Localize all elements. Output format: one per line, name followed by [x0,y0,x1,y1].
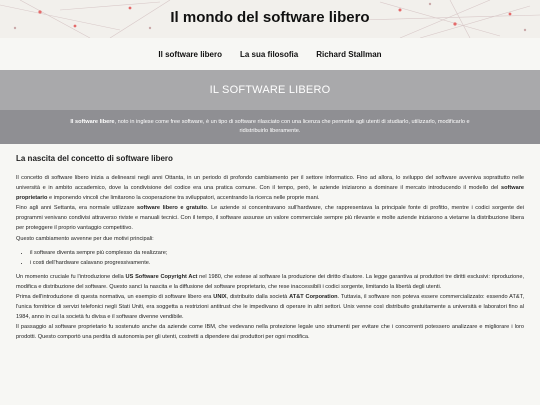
paragraph-2 [16,203,524,233]
nav-link-software-libero[interactable]: Il software libero [158,49,222,59]
p5-mid: , distribuito dalla società [226,294,290,301]
reasons-list [16,248,524,268]
nav-link-filosofia[interactable]: La sua filosofia [239,49,299,59]
p1-text: Il concetto di software libero inizia a delinearsi negli anni Ottanta, in un periodo di profondo cambiamento per il settore informatico. Fino ad allora, lo sviluppo del software avveniva soprattutto nelle università e in ambito accademico, dove la condivisione del codice era una pratica comune. Con il tempo, però, le aziende iniziarono a dominare il mercato introducendo il modello del [16,175,524,192]
intro-bold: Il software libere [70,119,115,125]
intro-rest: , noto in inglese come free software, è un tipo di software rilasciato con una licenza che permette agli utenti di studiarlo, utilizzarlo, modificarlo e ridistribuirlo liberamente. [114,119,470,134]
p5-bold-unix: UNIX [213,294,227,301]
p2-bold: software libero e gratuito [137,205,207,212]
page-title: IL SOFTWARE LIBERO [209,84,331,96]
p2-end: . Le aziende si concentravano sull'hardware, che rappresentava la principale fonte di profitto, mentre i codici sorgente dei programmi venivano condivisi attraverso riviste e manuali tecnici. Con il tempo, il software assunse un valore commerciale sempre più rilevante e molte aziende iniziarono a vietarne la distribuzione libera per proteggere il proprio vantaggio competitivo. [16,205,525,232]
list-item: • i costi dell'hardware calavano progressivamente. [30,258,524,268]
p5-start: Prima dell'introduzione di questa normativa, un esempio di software libero era [16,294,214,301]
paragraph-3: Questo cambiamento avvenne per due motivi principali: [16,235,154,242]
p1-end: e imponendo vincoli che limitarono la cooperazione tra sviluppatori, accentrando la ricerca nelle proprie mani. [47,195,320,202]
site-title: Il mondo del software libero [170,9,370,26]
nav-link-richard-stallman[interactable]: Richard Stallman [316,49,382,59]
section-title: La nascita del concetto di software libero [16,154,173,163]
intro-box [0,110,540,144]
main-nav [0,38,540,70]
paragraph-1 [16,173,524,203]
list-item: • il software diventa sempre più complesso da realizzare; [30,248,524,258]
p4-bold: US Software Copyright Act [125,273,198,280]
header [0,0,540,38]
intro-text [70,118,470,136]
page-banner [0,70,540,110]
p4-start: Un momento cruciale fu l'introduzione della [16,273,126,280]
paragraph-4 [16,272,524,292]
p5-bold-att: AT&T Corporation [289,294,338,301]
paragraph-5 [16,292,524,322]
p4-end: nel 1980, che estese al software la produzione dei diritto d'autore. La legge garantiva ai produttori tre diritti esclusivi: riproduzione, modifica e distribuzione del software. Questo sancì la nascita e la diffusione del software proprietario, che rese inaccessibili i codici sorgente, limitando la libertà degli utenti. [16,273,524,290]
p1-bold: software proprietario [16,185,524,202]
p2-start: Fino agli anni Settanta, era normale utilizzare [16,205,138,212]
paragraph-6: Il passaggio al software proprietario fu sostenuto anche da aziende come IBM, che vedevano nella protezione legale uno strumenti per evitare che i concorrenti potessero analizzare e migliorare i loro prodotti. Questo comportò una perdita di autonomia per gli utenti, costretti a dipendere dai produttori per ogni modifica. [16,324,524,341]
p5-end: . Tuttavia, il software non poteva essere commercializzato: essendo AT&T, l'unica fornitrice di servizi telefonici negli Stati Uniti, era soggetta a restrizioni antitrust che le impedivano di operare in altri settori. Unix venne così distribuito gratuitamente a università e laboratori fino al 1984, anno in cui la società fu divisa e il software divenne vendibile. [16,294,524,321]
main-content [0,144,540,343]
